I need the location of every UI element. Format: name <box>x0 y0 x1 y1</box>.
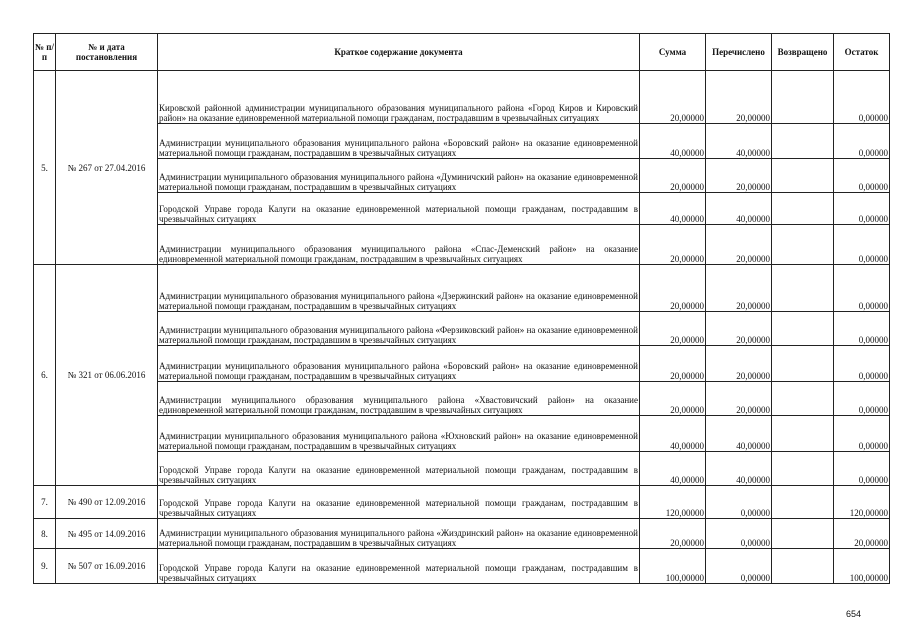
table-row <box>34 549 890 584</box>
sum-cell: 40,00000 <box>640 193 706 225</box>
sum-cell: 20,00000 <box>640 225 706 265</box>
balance-cell: 120,00000 <box>834 486 890 519</box>
description-cell: Администрации муниципального образования муниципального района «Думиничский район» на оказание единовременной материальной помощи гражданам, пострадавшим в чрезвычайных ситуациях <box>158 159 640 193</box>
description-cell: Городской Управе города Калуги на оказание единовременной материальной помощи гражданам, пострадавшим в чрезвычайных ситуациях <box>158 549 640 584</box>
balance-cell: 20,00000 <box>834 519 890 549</box>
sum-cell: 20,00000 <box>640 71 706 124</box>
returned-cell <box>772 549 834 584</box>
resolution-cell: № 490 от 12.09.2016 <box>56 486 158 519</box>
resolution-cell: № 507 от 16.09.2016 <box>56 549 158 584</box>
sum-cell: 20,00000 <box>640 265 706 312</box>
returned-cell <box>772 193 834 225</box>
returned-cell <box>772 519 834 549</box>
description-cell: Городской Управе города Калуги на оказание единовременной материальной помощи гражданам, пострадавшим в чрезвычайных ситуациях <box>158 193 640 225</box>
header-sum: Сумма <box>640 34 706 71</box>
table-row <box>34 452 890 486</box>
table-row <box>34 193 890 225</box>
returned-cell <box>772 312 834 346</box>
sum-cell: 40,00000 <box>640 416 706 452</box>
balance-cell: 100,00000 <box>834 549 890 584</box>
description-cell: Городской Управе города Калуги на оказание единовременной материальной помощи гражданам, пострадавшим в чрезвычайных ситуациях <box>158 452 640 486</box>
balance-cell: 0,00000 <box>834 193 890 225</box>
balance-cell: 0,00000 <box>834 265 890 312</box>
transferred-cell: 20,00000 <box>706 159 772 193</box>
table-header-row <box>34 34 890 71</box>
transferred-cell: 0,00000 <box>706 549 772 584</box>
sum-cell: 20,00000 <box>640 159 706 193</box>
sum-cell: 20,00000 <box>640 519 706 549</box>
sum-cell: 40,00000 <box>640 452 706 486</box>
transferred-cell: 20,00000 <box>706 346 772 382</box>
balance-cell: 0,00000 <box>834 382 890 416</box>
table-row <box>34 416 890 452</box>
transferred-cell: 20,00000 <box>706 312 772 346</box>
description-cell: Администрации муниципального образования муниципального района «Дзержинский район» на оказание единовременной материальной помощи гражданам, пострадавшим в чрезвычайных ситуациях <box>158 265 640 312</box>
description-cell: Администрации муниципального образования муниципального района «Спас-Деменский район» на оказание единовременной материальной помощи гражданам, пострадавшим в чрезвычайных ситуациях <box>158 225 640 265</box>
sum-cell: 100,00000 <box>640 549 706 584</box>
header-returned: Возвращено <box>772 34 834 71</box>
page-number: 654 <box>845 609 861 619</box>
description-cell: Администрации муниципального образования муниципального района «Боровский район» на оказание единовременной материальной помощи гражданам, пострадавшим в чрезвычайных ситуациях <box>158 346 640 382</box>
description-cell: Администрации муниципального образования муниципального района «Боровский район» на оказание единовременной материальной помощи гражданам, пострадавшим в чрезвычайных ситуациях <box>158 124 640 159</box>
balance-cell: 0,00000 <box>834 416 890 452</box>
transferred-cell: 0,00000 <box>706 519 772 549</box>
returned-cell <box>772 124 834 159</box>
transferred-cell: 40,00000 <box>706 193 772 225</box>
returned-cell <box>772 382 834 416</box>
header-resolution: № и дата постановления <box>56 34 158 71</box>
table-row <box>34 159 890 193</box>
returned-cell <box>772 71 834 124</box>
balance-cell: 0,00000 <box>834 312 890 346</box>
description-cell: Администрации муниципального образования муниципального района «Юхновский район» на оказание единовременной материальной помощи гражданам, пострадавшим в чрезвычайных ситуациях <box>158 416 640 452</box>
table-row <box>34 265 890 312</box>
returned-cell <box>772 159 834 193</box>
returned-cell <box>772 265 834 312</box>
table-row <box>34 225 890 265</box>
resolution-cell: № 495 от 14.09.2016 <box>56 519 158 549</box>
header-num: № п/п <box>34 34 56 71</box>
table-row <box>34 124 890 159</box>
balance-cell: 0,00000 <box>834 225 890 265</box>
returned-cell <box>772 346 834 382</box>
resolution-cell: № 321 от 06.06.2016 <box>56 265 158 486</box>
header-balance: Остаток <box>834 34 890 71</box>
returned-cell <box>772 486 834 519</box>
row-number: 7. <box>34 486 56 519</box>
table-row <box>34 486 890 519</box>
description-cell: Городской Управе города Калуги на оказание единовременной материальной помощи гражданам, пострадавшим в чрезвычайных ситуациях <box>158 486 640 519</box>
table-row <box>34 519 890 549</box>
sum-cell: 40,00000 <box>640 124 706 159</box>
transferred-cell: 20,00000 <box>706 71 772 124</box>
header-transferred: Перечислено <box>706 34 772 71</box>
table-row <box>34 382 890 416</box>
sum-cell: 20,00000 <box>640 312 706 346</box>
returned-cell <box>772 225 834 265</box>
balance-cell: 0,00000 <box>834 124 890 159</box>
balance-cell: 0,00000 <box>834 159 890 193</box>
balance-cell: 0,00000 <box>834 346 890 382</box>
transferred-cell: 20,00000 <box>706 225 772 265</box>
sum-cell: 120,00000 <box>640 486 706 519</box>
table-row <box>34 346 890 382</box>
balance-cell: 0,00000 <box>834 71 890 124</box>
description-cell: Администрации муниципального образования муниципального района «Хвастовичский район» на оказание единовременной материальной помощи гражданам, пострадавшим в чрезвычайных ситуациях <box>158 382 640 416</box>
row-number: 9. <box>34 549 56 584</box>
row-number: 5. <box>34 71 56 265</box>
returned-cell <box>772 416 834 452</box>
sum-cell: 20,00000 <box>640 382 706 416</box>
table-row <box>34 71 890 124</box>
transferred-cell: 40,00000 <box>706 416 772 452</box>
sum-cell: 20,00000 <box>640 346 706 382</box>
transferred-cell: 20,00000 <box>706 382 772 416</box>
table-body <box>34 71 890 584</box>
description-cell: Кировской районной администрации муниципального образования муниципального района «Город Киров и Кировский район» на оказание единовременной материальной помощи гражданам, пострадавшим в чрезвычайных ситуациях <box>158 71 640 124</box>
allocations-table <box>33 33 890 584</box>
resolution-cell: № 267 от 27.04.2016 <box>56 71 158 265</box>
transferred-cell: 40,00000 <box>706 452 772 486</box>
header-description: Краткое содержание документа <box>158 34 640 71</box>
transferred-cell: 0,00000 <box>706 486 772 519</box>
returned-cell <box>772 452 834 486</box>
transferred-cell: 40,00000 <box>706 124 772 159</box>
description-cell: Администрации муниципального образования муниципального района «Жиздринский район» на оказание единовременной материальной помощи гражданам, пострадавшим в чрезвычайных ситуациях <box>158 519 640 549</box>
row-number: 6. <box>34 265 56 486</box>
balance-cell: 0,00000 <box>834 452 890 486</box>
table-row <box>34 312 890 346</box>
description-cell: Администрации муниципального образования муниципального района «Ферзиковский район» на оказание единовременной материальной помощи гражданам, пострадавшим в чрезвычайных ситуациях <box>158 312 640 346</box>
transferred-cell: 20,00000 <box>706 265 772 312</box>
row-number: 8. <box>34 519 56 549</box>
